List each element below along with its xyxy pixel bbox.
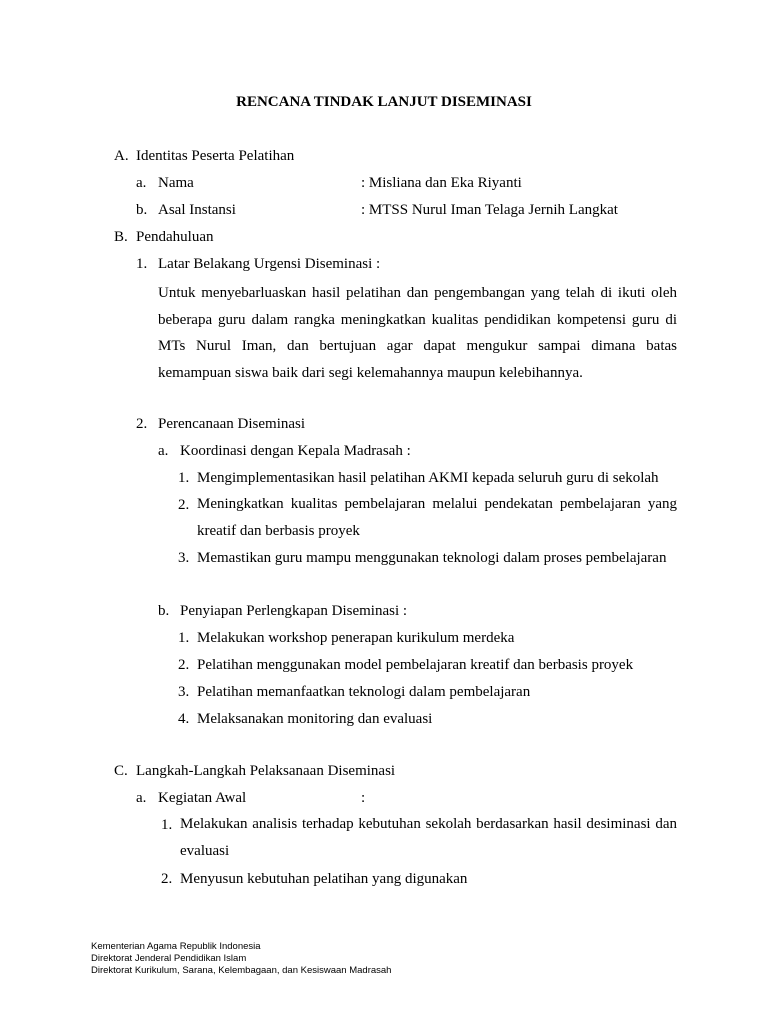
planning-heading: Perencanaan Diseminasi	[158, 416, 306, 432]
footer-directorate: Direktorat Kurikulum, Sarana, Kelembagaan, dan Kesiswaan Madrasah	[91, 965, 392, 976]
page-footer	[91, 941, 391, 977]
section-c-marker: C.	[114, 763, 128, 779]
section-a-heading: Identitas Peserta Pelatihan	[136, 148, 295, 164]
coordination-item-1-marker: 1.	[178, 470, 190, 486]
footer-ministry: Kementerian Agama Republik Indonesia	[91, 941, 261, 952]
section-a-marker: A.	[114, 148, 129, 164]
preparation-item-1-text: Melakukan workshop penerapan kurikulum merdeka	[197, 630, 515, 646]
identity-name-marker: a.	[136, 175, 147, 191]
document-title: RENCANA TINDAK LANJUT DISEMINASI	[236, 94, 532, 110]
coordination-item-2-text: Meningkatkan kualitas pembelajaran melalui pendekatan pembelajaran yang kreatif dan berbasis proyek	[197, 496, 677, 539]
identity-name-value: : Misliana dan Eka Riyanti	[361, 175, 522, 191]
initial-activity-item-1-text: Melakukan analisis terhadap kebutuhan sekolah berdasarkan hasil desiminasi dan evaluasi	[180, 816, 677, 859]
preparation-heading: Penyiapan Perlengkapan Diseminasi :	[180, 603, 408, 619]
identity-institution-marker: b.	[136, 202, 148, 218]
identity-name-label: Nama	[158, 175, 194, 191]
initial-activity-marker: a.	[136, 790, 147, 806]
section-c-heading: Langkah-Langkah Pelaksanaan Diseminasi	[136, 763, 396, 779]
initial-activity-item-2-text: Menyusun kebutuhan pelatihan yang digunakan	[180, 871, 468, 887]
coordination-item-2-marker: 2.	[178, 497, 190, 513]
preparation-item-1-marker: 1.	[178, 630, 190, 646]
identity-institution-label: Asal Instansi	[158, 202, 236, 218]
coordination-item-1-text: Mengimplementasikan hasil pelatihan AKMI kepada seluruh guru di sekolah	[197, 470, 659, 486]
background-marker: 1.	[136, 256, 148, 272]
background-heading: Latar Belakang Urgensi Diseminasi :	[158, 256, 381, 272]
section-b-marker: B.	[114, 229, 128, 245]
preparation-marker: b.	[158, 603, 170, 619]
footer-directorate-general: Direktorat Jenderal Pendidikan Islam	[91, 953, 247, 964]
preparation-item-3-marker: 3.	[178, 684, 190, 700]
initial-activity-item-2-marker: 2.	[161, 871, 173, 887]
initial-activity-colon: :	[361, 790, 366, 806]
coordination-item-3-text: Memastikan guru mampu menggunakan teknologi dalam proses pembelajaran	[197, 550, 667, 566]
planning-marker: 2.	[136, 416, 148, 432]
section-b-heading: Pendahuluan	[136, 229, 214, 245]
coordination-heading: Koordinasi dengan Kepala Madrasah :	[180, 443, 411, 459]
background-paragraph: Untuk menyebarluaskan hasil pelatihan dan pengembangan yang telah di ikuti oleh beberapa guru dalam rangka meningkatkan kualitas pendidikan kompetensi guru di MTs Nurul Iman, dan bertujuan agar dapat mengukur sampai dimana batas kemampuan siswa baik dari segi kelemahannya maupun kelebihannya.	[158, 285, 677, 382]
initial-activity-label: Kegiatan Awal	[158, 790, 247, 806]
initial-activity-item-1-marker: 1.	[161, 817, 173, 833]
preparation-item-3-text: Pelatihan memanfaatkan teknologi dalam pembelajaran	[197, 684, 531, 700]
coordination-item-3-marker: 3.	[178, 550, 190, 566]
identity-institution-value: : MTSS Nurul Iman Telaga Jernih Langkat	[361, 202, 618, 218]
preparation-item-2-text: Pelatihan menggunakan model pembelajaran kreatif dan berbasis proyek	[197, 657, 634, 673]
preparation-item-2-marker: 2.	[178, 657, 190, 673]
preparation-item-4-marker: 4.	[178, 711, 190, 727]
coordination-marker: a.	[158, 443, 169, 459]
preparation-item-4-text: Melaksanakan monitoring dan evaluasi	[197, 711, 433, 727]
